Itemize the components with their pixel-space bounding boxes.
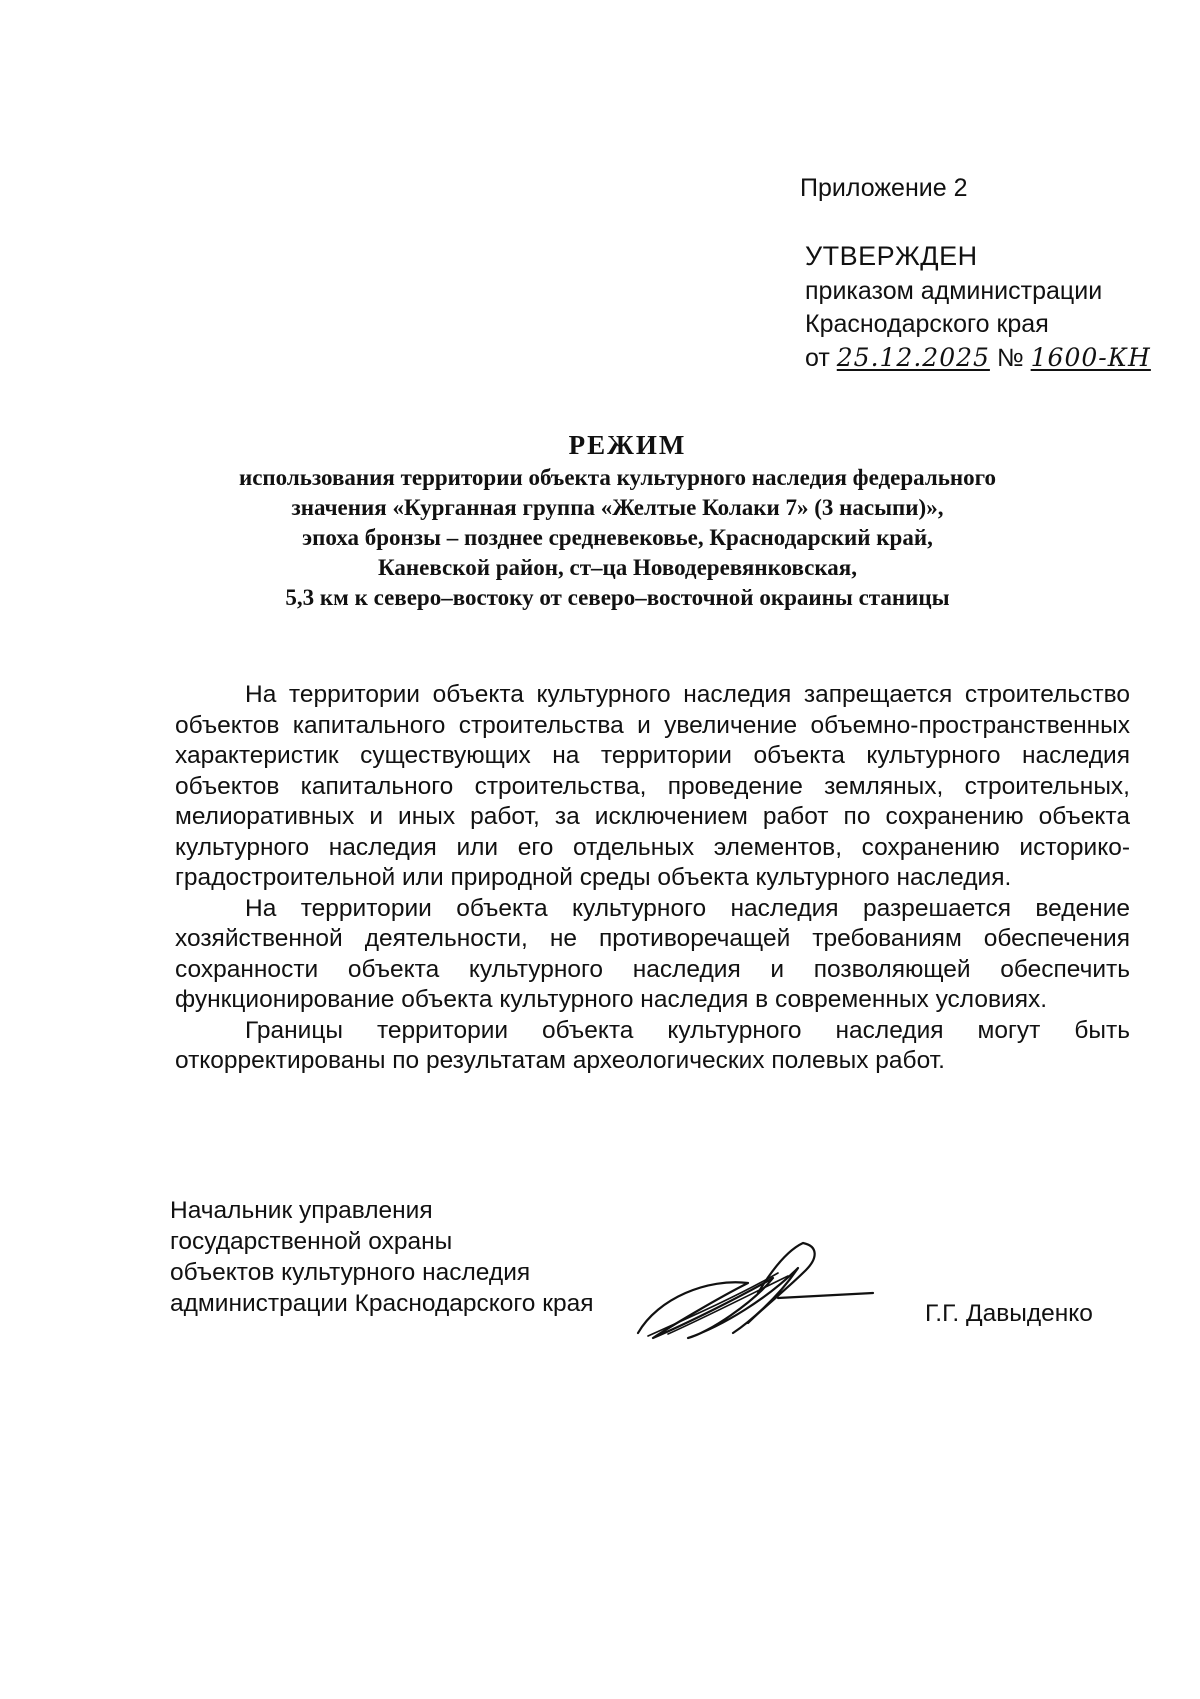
body-paragraph-1: На территории объекта культурного наследия запрещается строительство объектов капитального строительства и увеличение объемно-пространственных характеристик существующих на территории объекта культурного наследия объектов капитального строительства, проведение земляных, строительных, мелиоративных и иных работ, за исключением работ по сохранению объекта культурного наследия или его отдельных элементов, сохранению историко-градостроительной или природной среды объекта культурного наследия. <box>175 681 1130 891</box>
order-number-label: № <box>996 344 1024 372</box>
document-title <box>0 430 1200 613</box>
position-line-2: государственной охраны <box>170 1228 453 1255</box>
title-line-5: 5,3 км к северо–востоку от северо–восточной окраины станицы <box>285 585 950 610</box>
order-line <box>805 341 1151 375</box>
handwritten-signature-icon <box>628 1238 878 1348</box>
order-number: 1600-КН <box>1030 343 1151 372</box>
approved-line-1: приказом администрации <box>805 277 1103 305</box>
body-paragraph-2: На территории объекта культурного наследия разрешается ведение хозяйственной деятельности, не противоречащей требованиям обеспечения сохранности объекта культурного наследия и позволяющей обеспечить функционирование объекта культурного наследия в современных условиях. <box>175 894 1130 1013</box>
position-line-1: Начальник управления <box>170 1197 433 1224</box>
document-body <box>175 680 1130 1077</box>
order-prefix: от <box>805 344 830 372</box>
title-main: РЕЖИМ <box>568 430 687 460</box>
signatory-position <box>170 1195 593 1319</box>
position-line-3: объектов культурного наследия <box>170 1259 531 1286</box>
approval-block <box>805 240 1151 375</box>
title-line-2: значения «Курганная группа «Желтые Колаки 7» (3 насыпи)», <box>291 495 944 520</box>
title-line-4: Каневской район, ст–ца Новодеревянковская, <box>378 555 857 580</box>
signatory-name: Г.Г. Давыденко <box>925 1300 1093 1327</box>
title-line-1: использования территории объекта культурного наследия федерального <box>238 465 997 490</box>
appendix-label: Приложение 2 <box>800 174 968 202</box>
approved-title: УТВЕРЖДЕН <box>805 241 978 271</box>
title-line-3: эпоха бронзы – позднее средневековье, Краснодарский край, <box>302 525 933 550</box>
position-line-4: администрации Краснодарского края <box>170 1290 594 1317</box>
approved-line-2: Краснодарского края <box>805 310 1049 338</box>
body-paragraph-3: Границы территории объекта культурного наследия могут быть откорректированы по результатам археологических полевых работ. <box>175 1016 1130 1074</box>
order-date: 25.12.2025 <box>836 343 990 372</box>
